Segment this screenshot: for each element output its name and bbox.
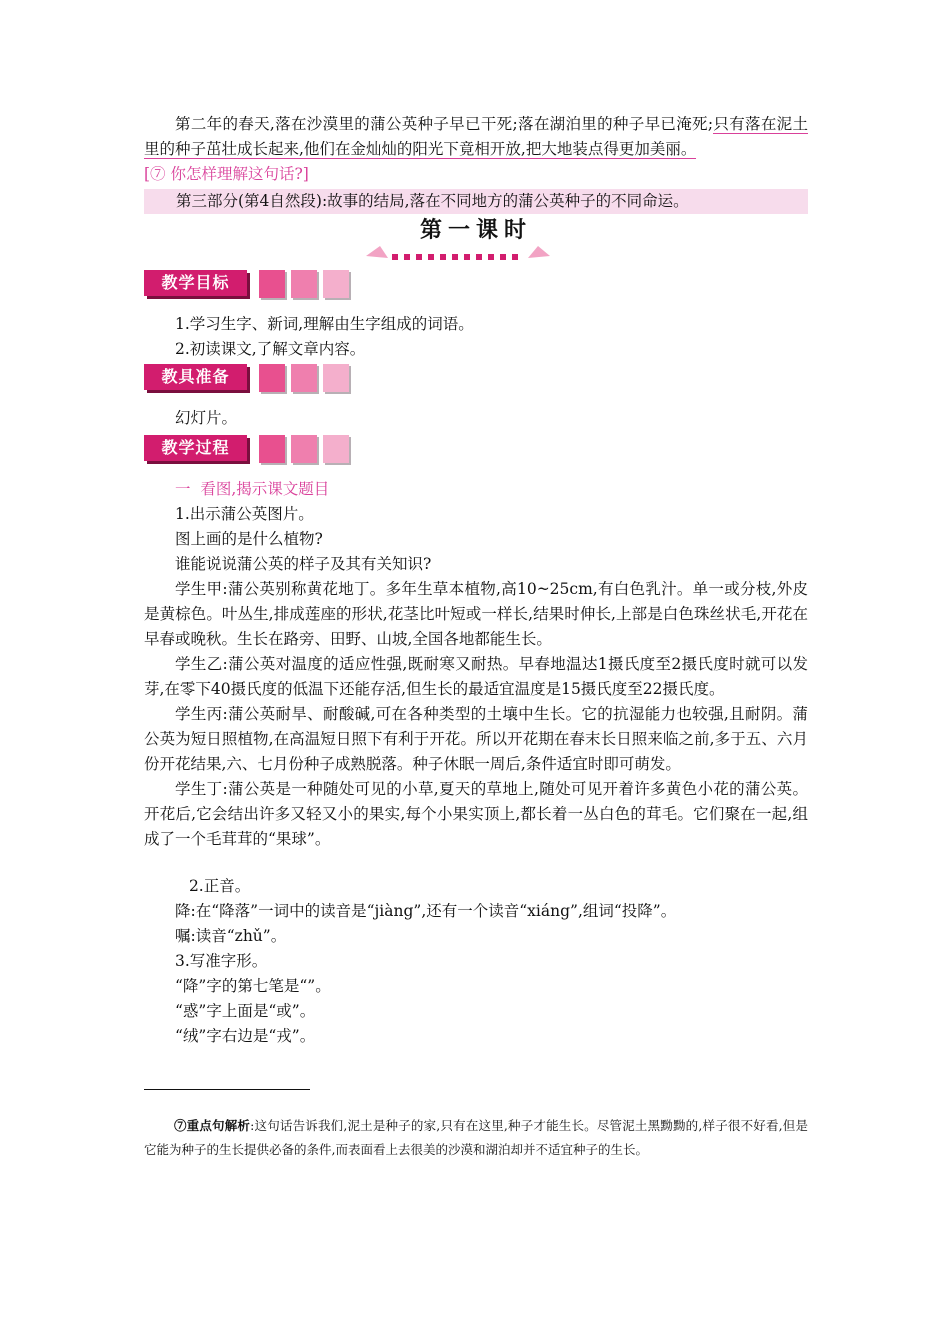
section-label-tools: 教具准备: [144, 364, 247, 390]
student-paragraph: 学生丙:蒲公英耐旱、耐酸碱,可在各种类型的土壤中生长。它的抗湿能力也较强,且耐阴。蒲公英为短日照植物,在高温短日照下有利于开花。所以开花期在春末长日照来临之前,多于五、六月份开花结果,六、七月份种子成熟脱落。种子休眠一周后,条件适宜时即可萌发。: [144, 705, 808, 773]
deco-square: [259, 364, 285, 392]
deco-square: [323, 364, 349, 392]
process-line: 1.出示蒲公英图片。: [175, 505, 314, 523]
footnote-label: ⑦重点句解析: [174, 1118, 251, 1133]
goal-item: 2.初读课文,了解文章内容。: [175, 340, 366, 358]
deco-square: [291, 364, 317, 392]
footnote-divider: [144, 1089, 310, 1090]
section-header-goals: [144, 270, 808, 300]
process-line: 嘱:读音“zhǔ”。: [175, 927, 287, 945]
section-label-goals: 教学目标: [144, 270, 247, 296]
process-heading: 一 看图,揭示课文题目: [175, 480, 330, 498]
footnote: [144, 1114, 808, 1162]
section-label-process: 教学过程: [144, 435, 247, 461]
deco-square: [259, 270, 285, 298]
process-step: 2.正音。: [188, 877, 251, 895]
deco-square: [291, 435, 317, 463]
student-paragraph: 学生乙:蒲公英对温度的适应性强,既耐寒又耐热。早春地温达1摄氏度至2摄氏度时就可以发芽,在零下40摄氏度的低温下还能存活,但生长的最适宜温度是15摄氏度至22摄氏度。: [144, 655, 808, 698]
lesson-title: 第一课时: [419, 218, 532, 243]
process-line: 3.写准字形。: [175, 952, 268, 970]
process-line: “惑”字上面是“或”。: [175, 1002, 316, 1020]
lesson-header: [144, 216, 808, 266]
intro-plain-text: 第二年的春天,落在沙漠里的蒲公英种子早已干死;落在湖泊里的种子早已淹死;: [175, 115, 714, 133]
deco-square: [323, 435, 349, 463]
section-header-process: [144, 435, 808, 465]
process-line: “绒”字右边是“戎”。: [175, 1027, 316, 1045]
student-paragraph: 学生丁:蒲公英是一种随处可见的小草,夏天的草地上,随处可见开着许多黄色小花的蒲公英。开花后,它会结出许多又轻又小的果实,每个小果实顶上,都长着一丛白色的茸毛。它们聚在一起,组成了一个毛茸茸的“果球”。: [144, 780, 808, 848]
part-summary: 第三部分(第4自然段):故事的结局,落在不同地方的蒲公英种子的不同命运。: [144, 189, 808, 214]
key-sentence: 只有落在泥土里的种子茁壮成长起来,他们在金灿灿的阳光下竟相开放,把大地装点得更加美丽。: [144, 115, 808, 158]
tools-item: 幻灯片。: [175, 409, 238, 427]
deco-square: [291, 270, 317, 298]
goal-item: 1.学习生字、新词,理解由生字组成的词语。: [175, 315, 474, 333]
deco-square: [259, 435, 285, 463]
process-line: 谁能说说蒲公英的样子及其有关知识?: [175, 555, 432, 573]
process-line: “降”字的第七笔是“”。: [175, 977, 331, 995]
document-page: [144, 112, 808, 1162]
student-paragraph: 学生甲:蒲公英别称黄花地丁。多年生草本植物,高10~25cm,有白色乳汁。单一或分枝,外皮是黄棕色。叶丛生,排成莲座的形状,花茎比叶短或一样长,结果时伸长,上部是白色珠丝状毛,开花在早春或晚秋。生长在路旁、田野、山坡,全国各地都能生长。: [144, 580, 808, 648]
footnote-text: :这句话告诉我们,泥土是种子的家,只有在这里,种子才能生长。尽管泥土黑黝黝的,样子很不好看,但是它能为种子的生长提供必备的条件,而表面看上去很美的沙漠和湖泊却并不适宜种子的生长。: [144, 1118, 808, 1157]
process-line: 图上画的是什么植物?: [175, 530, 323, 548]
lesson-decoration-icon: [366, 242, 550, 264]
process-line: 降:在“降落”一词中的读音是“jiàng”,还有一个读音“xiáng”,组词“投降”。: [175, 902, 677, 920]
deco-square: [323, 270, 349, 298]
intro-paragraph: [144, 112, 808, 162]
section-header-tools: [144, 364, 808, 394]
question-note: [⑦ 你怎样理解这句话?]: [144, 165, 309, 183]
